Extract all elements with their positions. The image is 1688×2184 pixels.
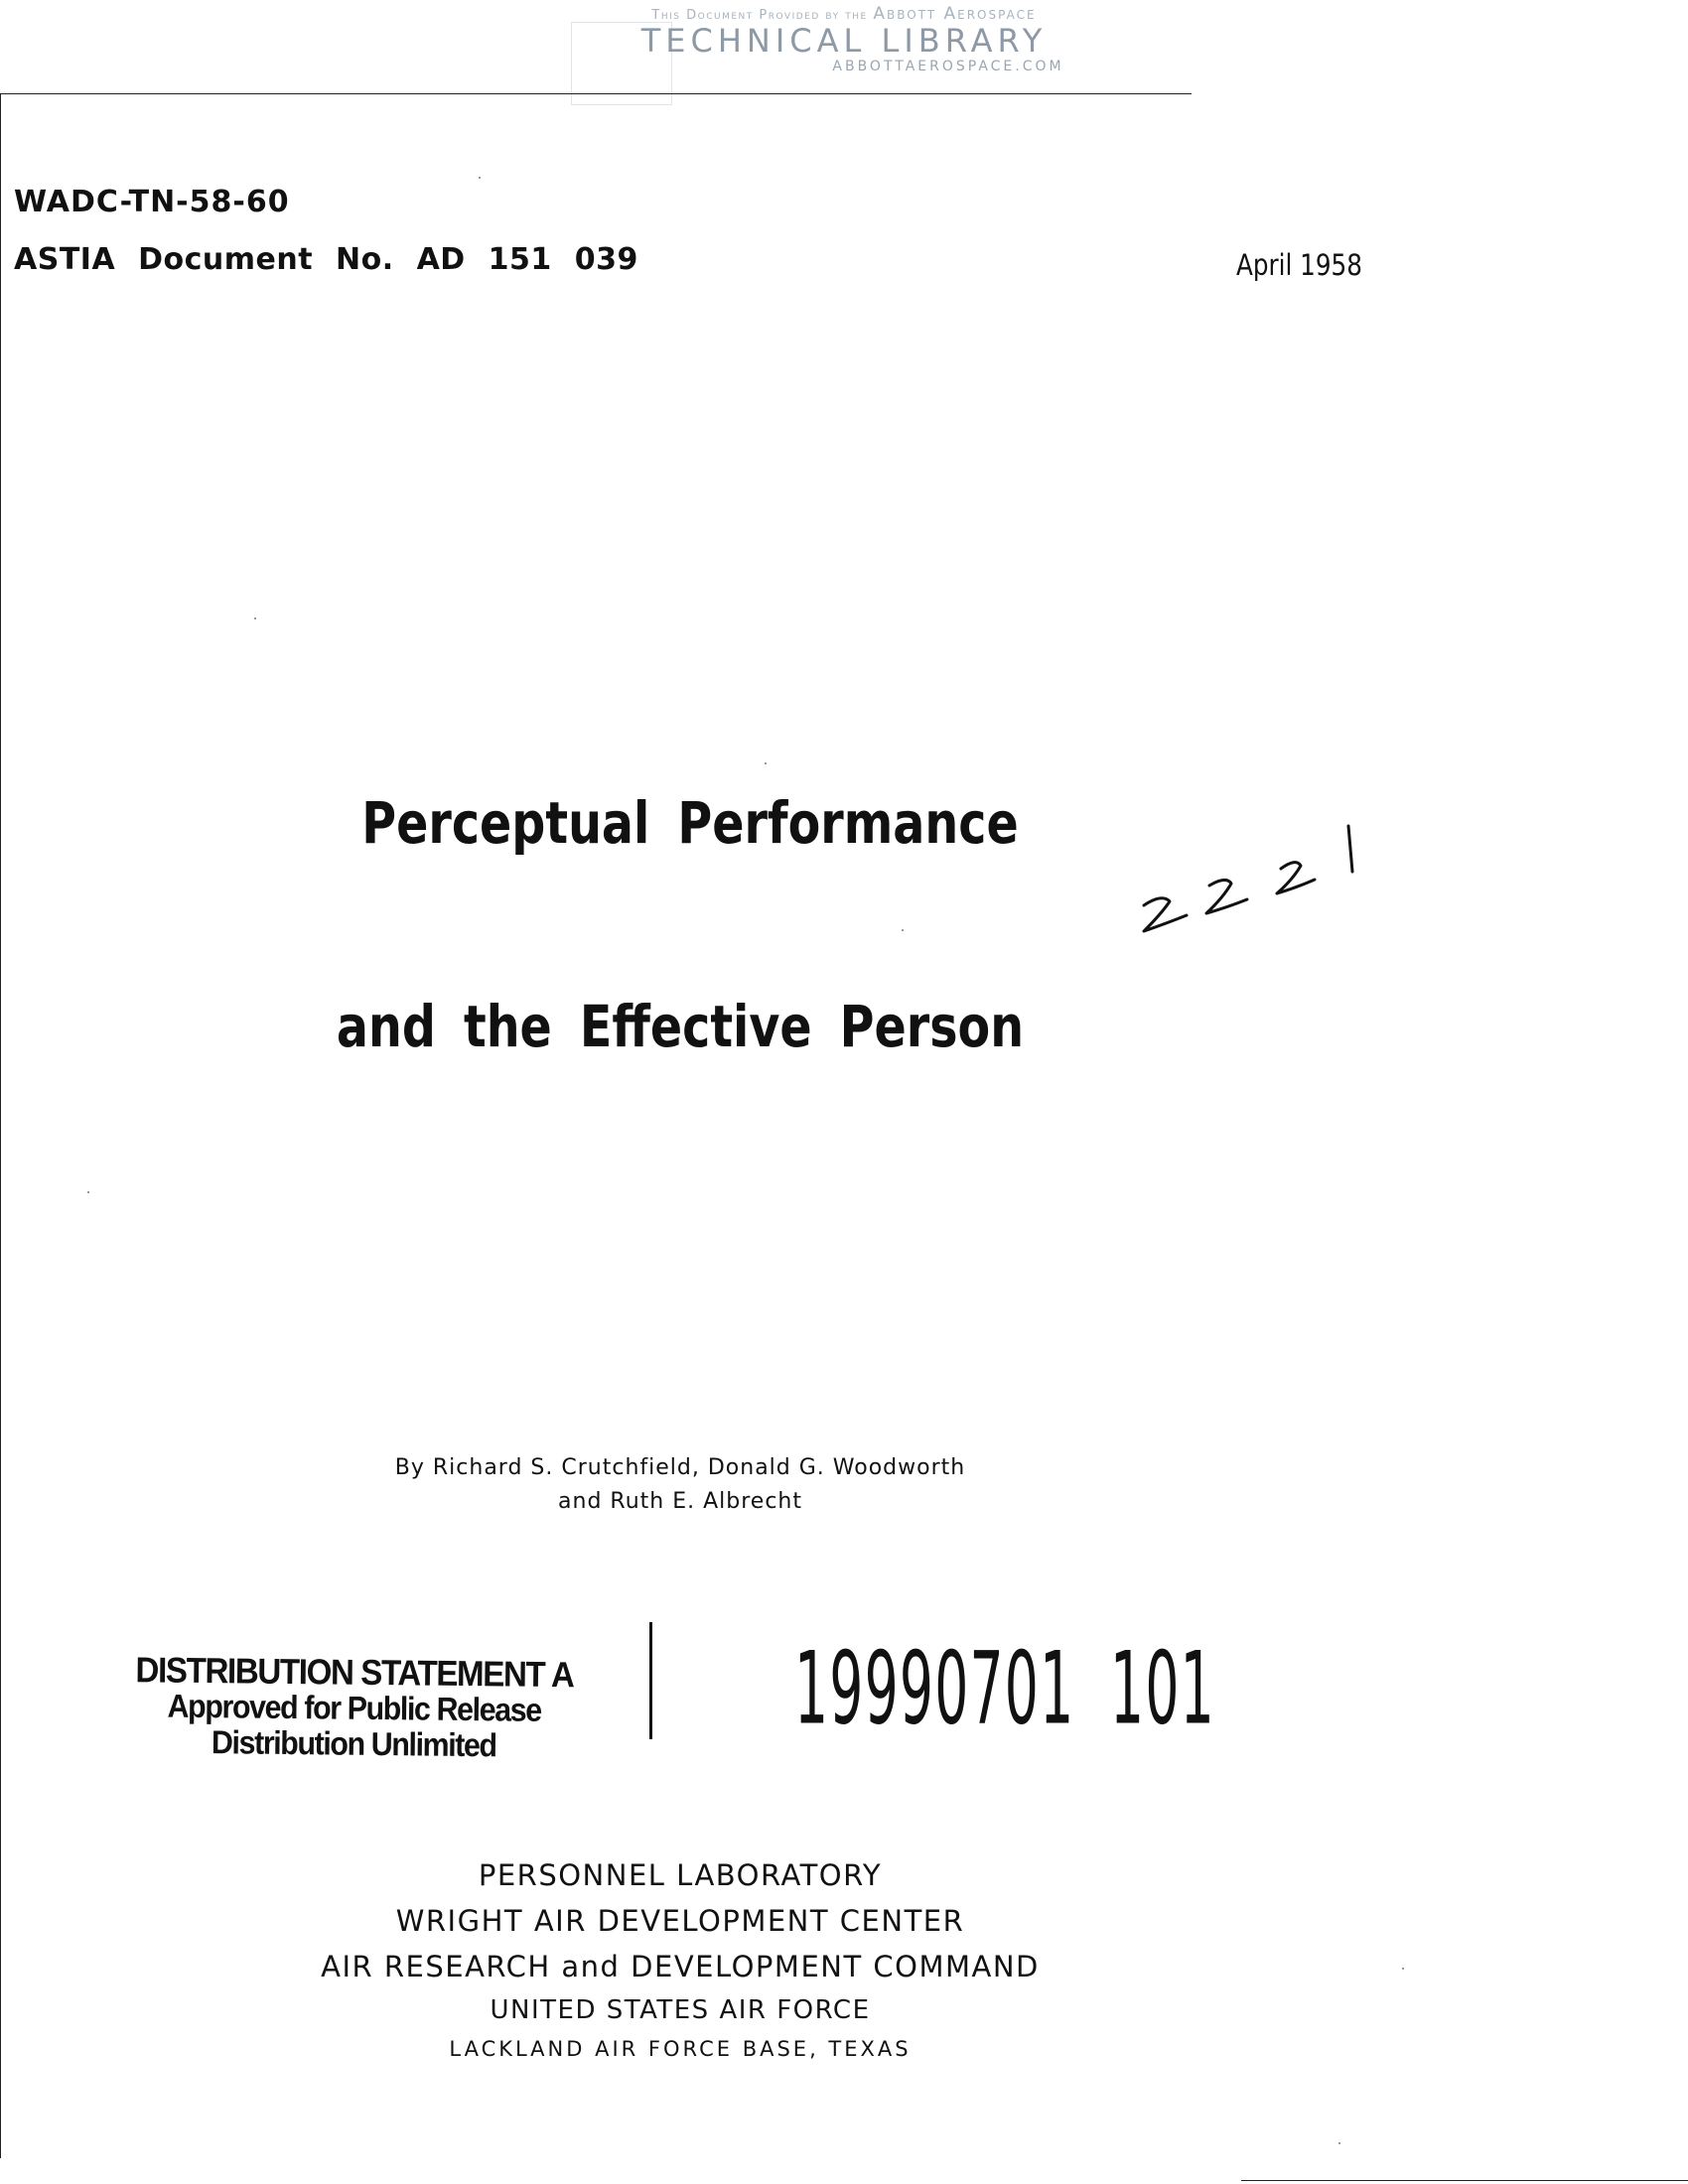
distribution-statement-title: DISTRIBUTION STATEMENT A [135,1649,574,1696]
scan-speck [254,617,256,619]
watermark-title: TECHNICAL LIBRARY [640,22,1048,60]
handwritten-number [1132,814,1390,943]
authors-line-1: By Richard S. Crutchfield, Donald G. Woodworth [394,1455,966,1480]
org-base: LACKLAND AIR FORCE BASE, TEXAS [449,2037,912,2061]
scan-speck [1402,1968,1404,1970]
scan-speck [902,929,904,931]
report-date: April 1958 [1236,248,1362,282]
left-rule [0,93,1,2158]
distribution-limit: Distribution Unlimited [211,1723,496,1764]
top-rule [0,93,1192,94]
title-line-1: Perceptual Performance [361,789,1019,857]
org-service: UNITED STATES AIR FORCE [490,1995,871,2025]
watermark-provider: Abbott Aerospace [873,4,1037,24]
scan-speck [87,1191,89,1193]
report-number: WADC-TN-58-60 [14,185,290,219]
org-command: AIR RESEARCH and DEVELOPMENT COMMAND [321,1950,1040,1983]
astia-document-number: ASTIA Document No. AD 151 039 [14,242,638,277]
bottom-rule [1241,2180,1688,2181]
scan-speck [765,762,767,764]
watermark-provided-by [0,4,1688,24]
authors-line-2: and Ruth E. Albrecht [558,1489,802,1514]
watermark-site: ABBOTTAEROSPACE.COM [832,59,1064,74]
distribution-approval: Approved for Public Release [167,1687,541,1728]
org-laboratory: PERSONNEL LABORATORY [478,1858,883,1892]
watermark-provided-by-text: This Document Provided by the [651,8,868,23]
title-line-2: and the Effective Person [336,993,1025,1060]
scan-speck [479,177,481,179]
org-center: WRIGHT AIR DEVELOPMENT CENTER [395,1904,965,1938]
handwritten-number-drawing [1132,814,1390,943]
stamp-divider [649,1622,652,1739]
scan-speck [1338,2142,1340,2144]
distribution-statement-stamp [116,1649,592,1764]
accession-number: 19990701 101 [794,1630,1215,1747]
